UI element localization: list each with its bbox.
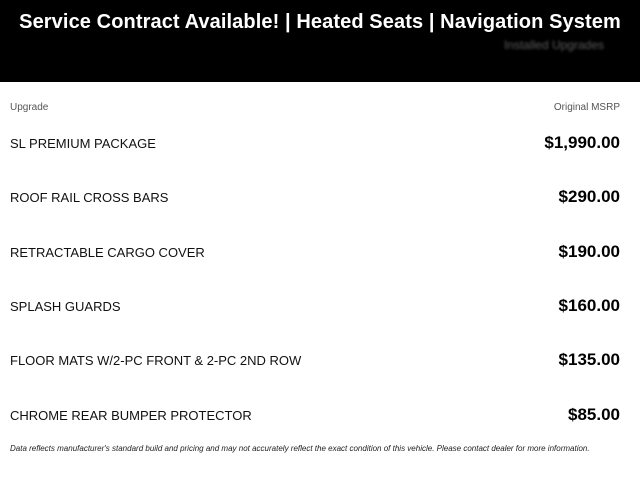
- upgrade-price: $135.00: [558, 350, 620, 369]
- table-row: [10, 295, 620, 317]
- banner-subtitle: Installed Upgrades: [503, 38, 604, 52]
- table-row: [10, 349, 620, 371]
- upgrade-name: RETRACTABLE CARGO COVER: [10, 244, 205, 260]
- banner-title: Service Contract Available! | Heated Seats | Navigation System: [19, 11, 621, 33]
- promo-banner: [0, 0, 640, 82]
- upgrade-name: FLOOR MATS W/2-PC FRONT & 2-PC 2ND ROW: [10, 352, 302, 368]
- header-upgrade-label: Upgrade: [10, 101, 49, 113]
- upgrade-name: ROOF RAIL CROSS BARS: [10, 189, 169, 205]
- upgrade-name: SPLASH GUARDS: [10, 298, 121, 314]
- table-row: [10, 241, 620, 263]
- upgrade-name: SL PREMIUM PACKAGE: [10, 135, 156, 151]
- upgrade-price: $290.00: [558, 187, 620, 206]
- upgrade-price: $190.00: [558, 242, 620, 261]
- table-row: [10, 186, 620, 208]
- table-row: [10, 132, 620, 154]
- table-row: [10, 404, 620, 426]
- upgrade-price: $160.00: [558, 296, 620, 315]
- disclaimer-text: Data reflects manufacturer's standard build and pricing and may not accurately reflect the exact condition of this vehicle. Please contact dealer for more information.: [10, 444, 590, 453]
- table-header: [10, 100, 620, 114]
- upgrade-price: $85.00: [568, 405, 620, 424]
- header-msrp-label: Original MSRP: [553, 101, 620, 113]
- upgrade-price: $1,990.00: [544, 133, 620, 152]
- upgrade-name: CHROME REAR BUMPER PROTECTOR: [10, 407, 252, 423]
